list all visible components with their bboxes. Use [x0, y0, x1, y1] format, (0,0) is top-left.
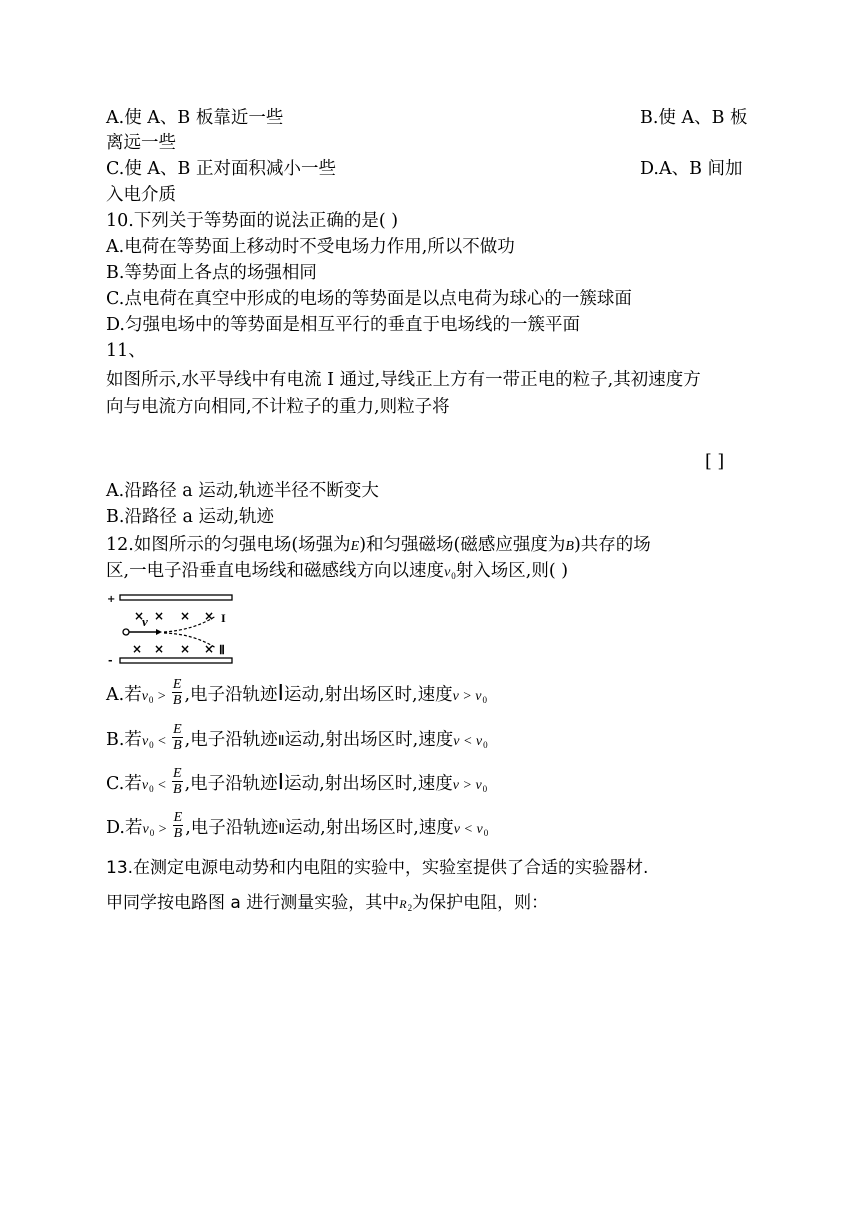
velocity-v0: $v_0$: [141, 778, 154, 794]
fraction-e-over-b: $\frac{E}{B}$: [173, 810, 183, 841]
fraction-e-over-b: $\frac{E}{B}$: [173, 722, 182, 753]
q11-number: 11、: [106, 341, 146, 361]
velocity-arrowhead: [156, 629, 162, 635]
q10-option-c: C.点电荷在真空中形成的电场的等势面是以点电荷为球心的一簇球面: [106, 289, 632, 309]
velocity-label: v: [142, 614, 148, 629]
positive-plate: [120, 595, 232, 600]
negative-plate-sign: -: [108, 654, 113, 666]
magnetic-field-cross: ×: [180, 609, 191, 623]
field-strength-symbol: E: [350, 539, 360, 554]
option-label: D.若: [106, 818, 143, 838]
q11-option-b: B.沿路径 a 运动,轨迹: [106, 507, 275, 527]
q12-stem-text-b: )和匀强磁场(磁感应强度为: [359, 535, 566, 555]
positive-plate-sign: +: [107, 594, 116, 605]
q13-line2: 甲同学按电路图 a 进行测量实验，其中$R_2$为保护电阻，则：: [106, 893, 549, 913]
velocity-v0: $v_0$: [141, 734, 154, 750]
q12-stem-line2: [106, 559, 568, 588]
q12-stem-text-a: 12.如图所示的匀强电场(场强为: [106, 535, 351, 555]
q9-option-a: A.使 A、B 板靠近一些: [106, 108, 284, 128]
q9-option-c: C.使 A、B 正对面积减小一些: [106, 159, 336, 179]
option-label: B.若: [106, 730, 142, 750]
option-label: C.若: [106, 774, 142, 794]
fraction-e-over-b: $\frac{E}{B}$: [173, 766, 182, 797]
resistor-symbol: $R_2$: [399, 897, 413, 913]
magnetic-induction-symbol: B: [565, 539, 574, 554]
magnetic-field-cross: ×: [154, 609, 165, 623]
track-label: Ⅰ: [277, 769, 285, 794]
trajectory-one-label: I: [221, 611, 226, 625]
q10-option-d: D.匀强电场中的等势面是相互平行的垂直于电场线的一簇平面: [106, 315, 580, 335]
negative-plate: [120, 658, 232, 663]
electron: [123, 629, 129, 635]
q11-stem-line2: 向与电流方向相同,不计粒子的重力,则粒子将: [106, 397, 450, 417]
q12-option-d: D.若$v_0$ > $\frac{E}{B}$ ,电子沿轨迹Ⅱ运动,射出场区时,速度$v < v_0$: [106, 810, 489, 841]
q12-stem-line1: [106, 533, 651, 559]
q12-option-c: C.若$v_0$ < $\frac{E}{B}$ ,电子沿轨迹Ⅰ运动,射出场区时,速度$v > v_0$: [106, 766, 488, 797]
q11-stem-line1: 如图所示,水平导线中有电流 I 通过,导线正上方有一带正电的粒子,其初速度方: [106, 370, 701, 390]
trajectory-two-label: Ⅱ: [219, 643, 225, 657]
magnetic-field-cross: ×: [204, 642, 215, 656]
q12-stem-text-c: )共存的场: [573, 535, 651, 555]
magnetic-field-cross: ×: [180, 642, 191, 656]
velocity-v0: $v_0$: [142, 822, 155, 838]
q13-line1: 13.在测定电源电动势和内电阻的实验中，实验室提供了合适的实验器材.: [106, 858, 649, 878]
option-label: A.若: [106, 685, 142, 705]
q10-option-b: B.等势面上各点的场强相同: [106, 263, 317, 283]
q9-option-d-head: D.A、B 间加: [640, 159, 743, 179]
fraction-e-over-b: $\frac{E}{B}$: [172, 677, 182, 708]
q9-option-b-head: B.使 A、B 板: [640, 108, 748, 128]
q12-stem-text-d: 区,一电子沿垂直电场线和磁感线方向以速度: [106, 561, 445, 581]
field-diagram: [106, 592, 236, 666]
magnetic-field-cross: ×: [154, 642, 165, 656]
velocity-v0: $v_0$: [141, 689, 154, 705]
q12-stem-text-e: 射入场区,则( ): [455, 561, 569, 581]
magnetic-field-cross: ×: [132, 642, 143, 656]
track-label: Ⅱ: [277, 734, 285, 749]
initial-velocity-symbol: $v_0$: [444, 565, 456, 581]
q12-option-b: B.若$v_0$ < $\frac{E}{B}$ ,电子沿轨迹Ⅱ运动,射出场区时,速度$v < v_0$: [106, 722, 488, 753]
q9-option-b-tail: 离远一些: [106, 133, 176, 153]
q10-stem: 10.下列关于等势面的说法正确的是( ): [106, 211, 399, 231]
q10-option-a: A.电荷在等势面上移动时不受电场力作用,所以不做功: [106, 237, 515, 257]
track-label: Ⅱ: [278, 822, 286, 837]
q11-option-a: A.沿路径 a 运动,轨迹半径不断变大: [106, 481, 379, 501]
magnetic-field-cross: ×: [134, 609, 145, 623]
magnetic-field-cross: ×: [204, 609, 215, 623]
q9-option-d-tail: 入电介质: [106, 185, 176, 205]
q12-option-a: A.若$v_0$ > $\frac{E}{B}$ ,电子沿轨迹Ⅰ运动,射出场区时,速度$v > v_0$: [106, 677, 488, 708]
q11-answer-bracket: [ ]: [705, 452, 725, 472]
track-label: Ⅰ: [277, 680, 284, 705]
